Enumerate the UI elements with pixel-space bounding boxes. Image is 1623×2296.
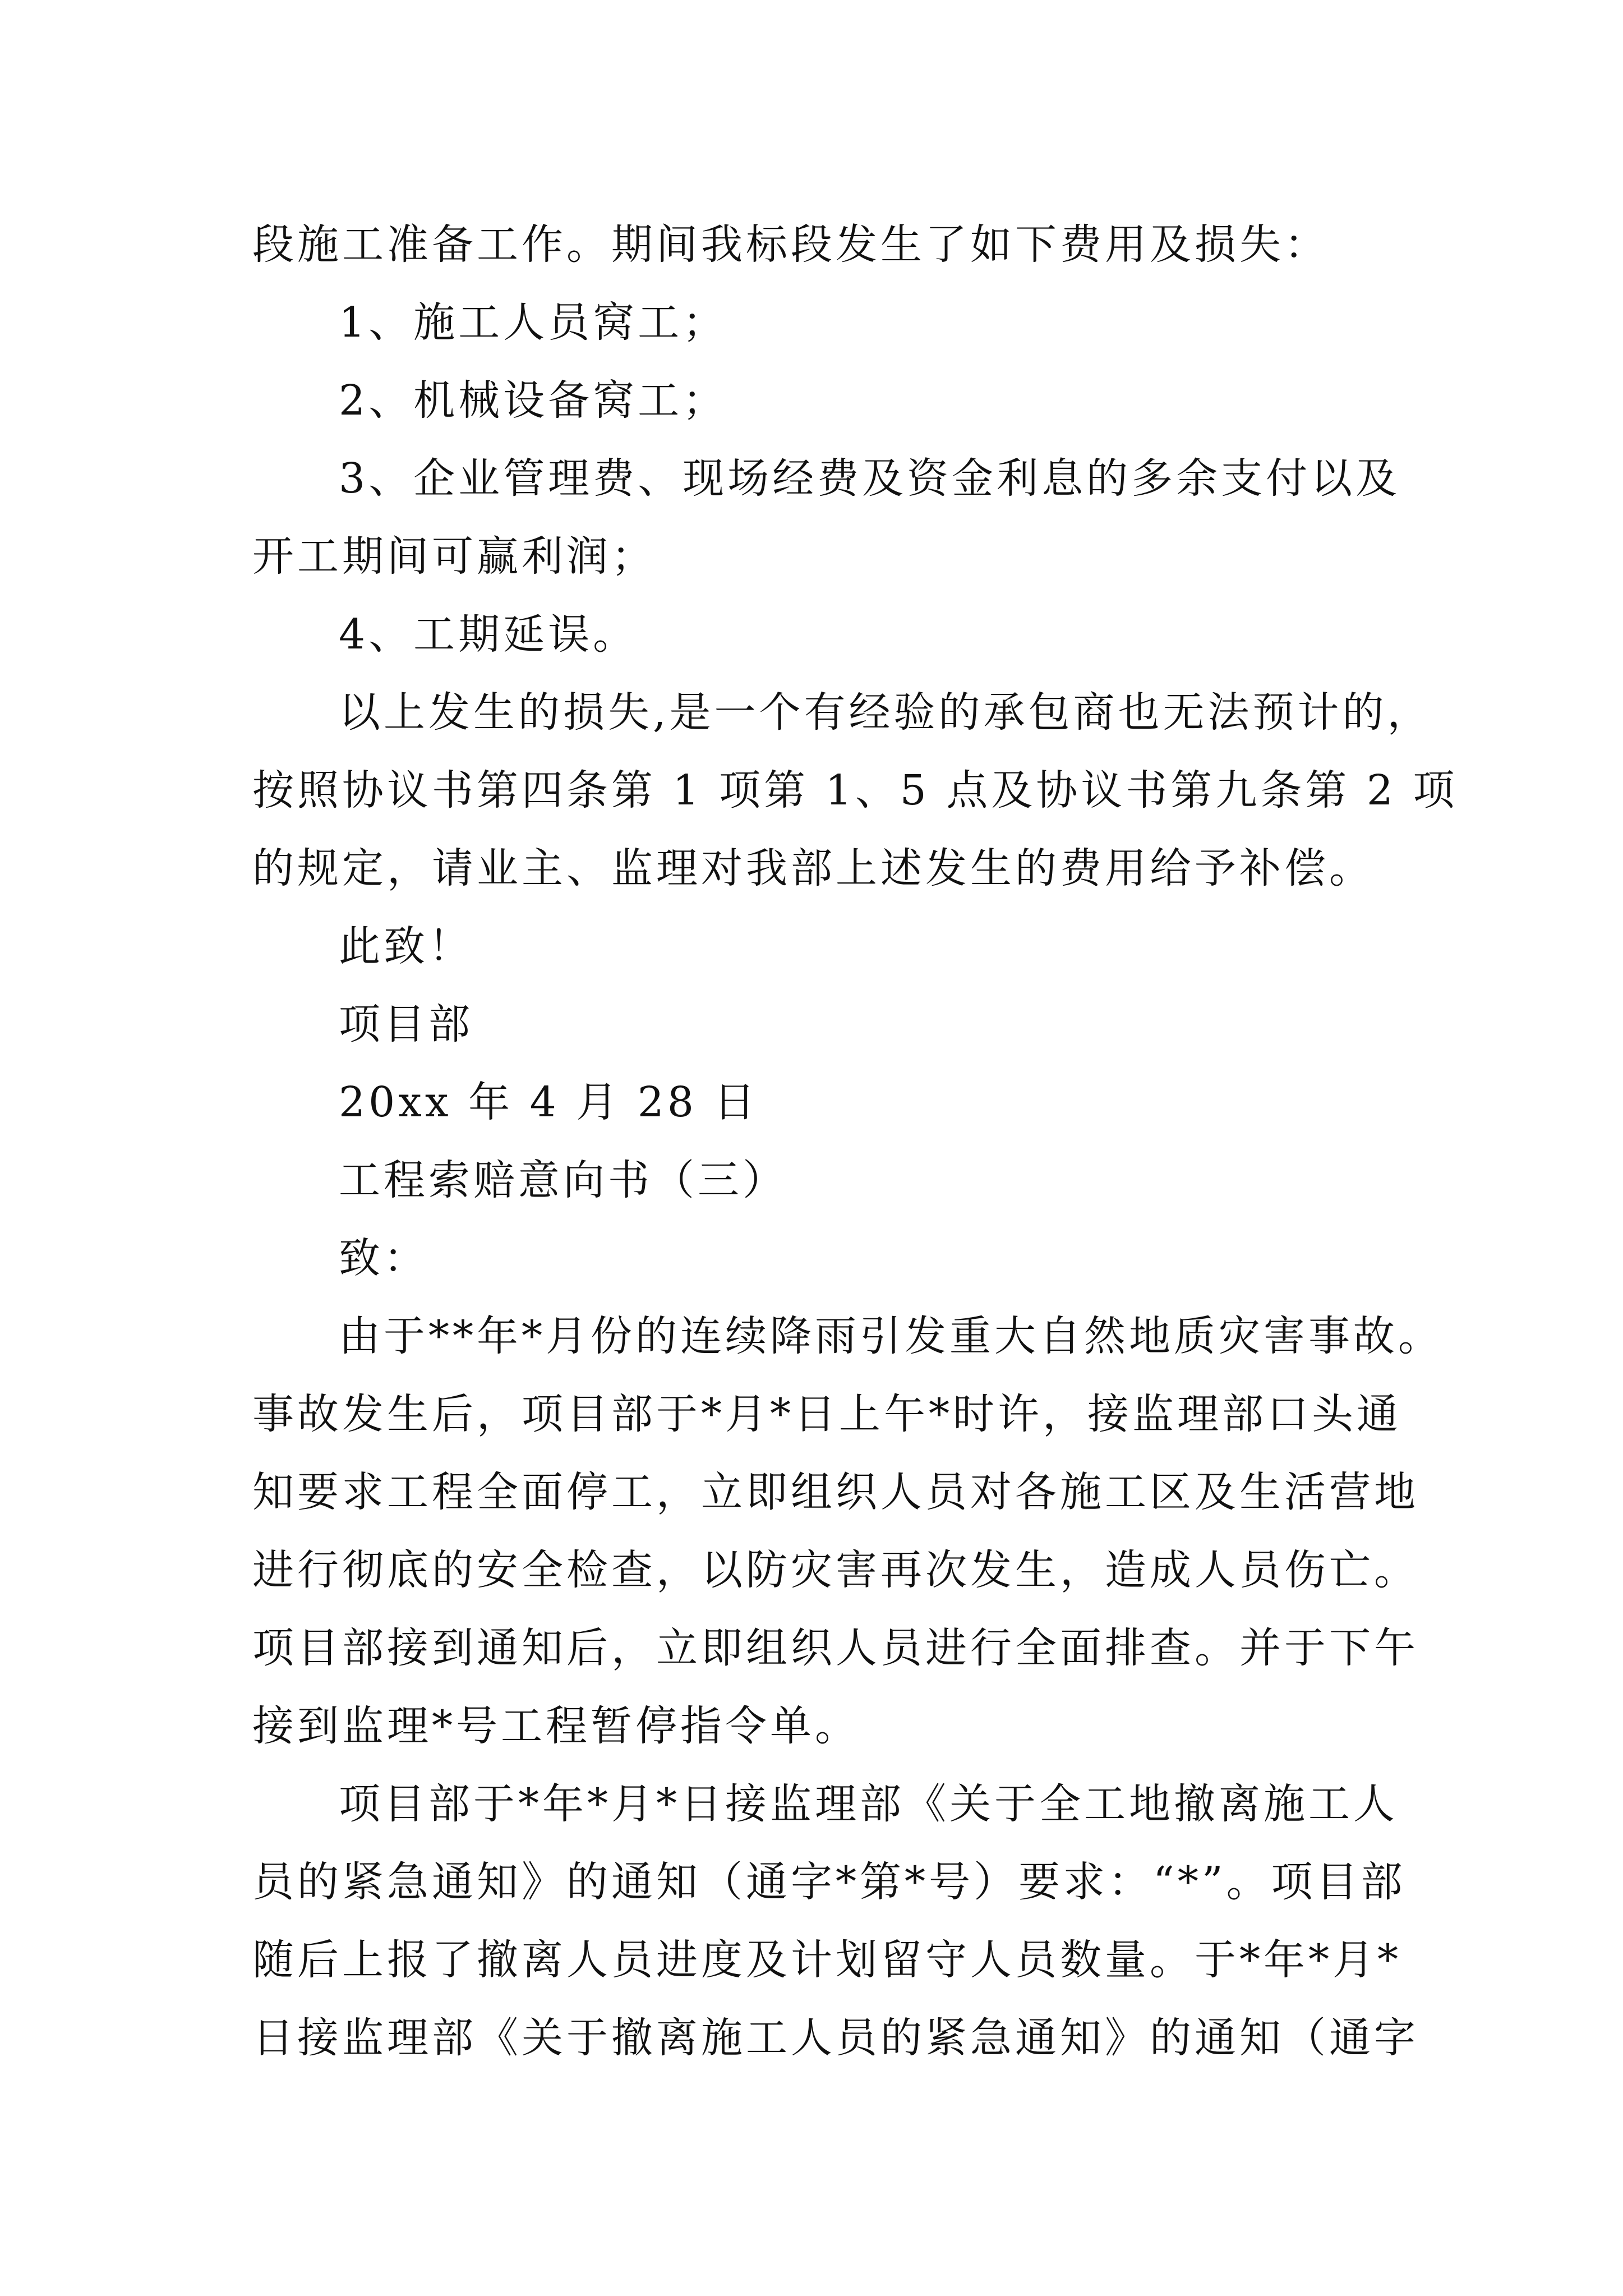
- signature-department: 项目部: [339, 1000, 473, 1048]
- list-item-1: 1、施工人员窝工；: [339, 298, 728, 347]
- section-heading: 工程索赔意向书（三）: [339, 1156, 787, 1204]
- paragraph-line: 知要求工程全面停工，立即组织人员对各施工区及生活营地: [252, 1468, 1419, 1516]
- paragraph-line: 进行彻底的安全检查，以防灾害再次发生，造成人员伤亡。: [252, 1546, 1419, 1594]
- paragraph-line: 接到监理*号工程暂停指令单。: [252, 1702, 860, 1750]
- paragraph-line: 由于**年*月份的连续降雨引发重大自然地质灾害事故。: [339, 1312, 1443, 1360]
- paragraph-line: 员的紧急通知》的通知（通字*第*号）要求：“*”。项目部: [252, 1858, 1406, 1906]
- paragraph-line: 项目部接到通知后，立即组织人员进行全面排查。并于下午: [252, 1624, 1419, 1672]
- closing-salutation: 此致！: [339, 922, 473, 970]
- paragraph-line: 的规定，请业主、监理对我部上述发生的费用给予补偿。: [252, 844, 1374, 892]
- paragraph-line: 段施工准备工作。期间我标段发生了如下费用及损失：: [252, 220, 1329, 269]
- signature-date: 20xx 年 4 月 28 日: [339, 1078, 759, 1126]
- addressee-line: 致：: [339, 1234, 428, 1282]
- paragraph-line: 按照协议书第四条第 1 项第 1、5 点及协议书第九条第 2 项: [252, 766, 1458, 815]
- paragraph-line: 事故发生后，项目部于*月*日上午*时许，接监理部口头通: [252, 1390, 1401, 1438]
- list-item-2: 2、机械设备窝工；: [339, 376, 728, 425]
- paragraph-line: 随后上报了撤离人员进度及计划留守人员数量。于*年*月*: [252, 1936, 1401, 1984]
- paragraph-line: 以上发生的损失,是一个有经验的承包商也无法预计的，: [339, 688, 1432, 737]
- paragraph-line: 日接监理部《关于撤离施工人员的紧急通知》的通知（通字: [252, 2014, 1419, 2062]
- paragraph-line: 项目部于*年*月*日接监理部《关于全工地撤离施工人: [339, 1780, 1398, 1828]
- list-item-3-continued: 开工期间可赢利润；: [252, 532, 656, 581]
- list-item-3: 3、企业管理费、现场经费及资金利息的多余支付以及: [339, 454, 1401, 503]
- list-item-4: 4、工期延误。: [339, 610, 638, 659]
